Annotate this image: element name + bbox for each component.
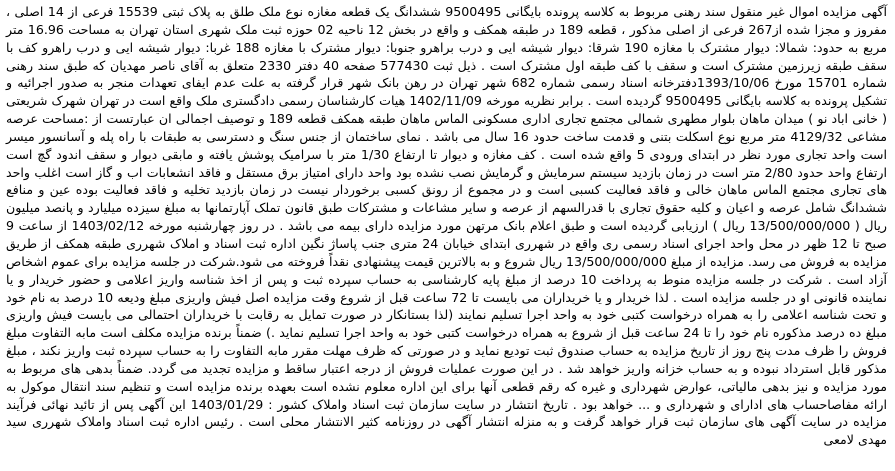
- auction-notice-text: آگهی مزایده اموال غیر منقول سند رهنی مربوط به کلاسه پرونده بایگانی 9500495 ششدانگ یک قطعه مغازه نوع ملک طلق به پلاک ثبتی 15539 فرعی از 14 اصلی ، مفروز و مجزا شده از267 فرعی از اصلی مذکور ، قطعه 189 در طبقه همکف و واقع در بخش 12 ناحیه 02 حوزه ثبت ملک شهری استان تهران به مساحت 16.96 متر مربع به حدود: شمالا: دیوار مشترک با مغازه 190 شرقا: دیوار شیشه ایی و درب براهرو جنوبا: دیوار مشترک با مغازه 188 غربا: دیوار شیشه ایی و درب راهرو کف با سقف طبقه زیرزمین مشترک است و سقف با کف طبقه اول مشترک است . ذیل ثبت 577430 صفحه 40 دفتر 2330 متعلق به آقای ناصر مهدیان که طبق سند رهنی شماره 15701 مورخ 1393/10/06دفترخانه اسناد رسمی شماره 682 شهر تهران در رهن بانک شهر قرار گرفته به علت عدم ایفای تعهدات منجر به صدور اجرائیه و تشکیل پرونده به کلاسه بایگانی 9500495 گردیده است . برابر نظریه مورخه 1402/11/09 هیات کارشناسان رسمی دادگستری ملک واقع است در تهران شهرک شریعتی ( خانی اباد نو ) میدان ماهان بلوار مطهری شمالی مجتمع تجاری اداری مسکونی الماس ماهان طبقه همکف قطعه 189 و توصیف اجمالی ان عبارتست از :مساحت عرصه مشاعی 4129/32 متر مربع نوع اسکلت بتنی و قدمت ساخت حدود 16 سال می باشد . نمای ساختمان از جنس سنگ و دسترسی به طبقات با راه پله و آسانسور میسر است واحد تجاری مورد نظر در ابتدای ورودی 5 واقع شده است . کف مغازه و دیوار تا ارتفاع 1/30 متر با سرامیک پوشش یافته و مابقی دیوار و سقف اندود گچ است ارتفاع واحد حدود 2/80 متر است در زمان بازدید سیستم سرمایش و گرمایش نصب نشده بود واحد دارای امتیاز برق مستقل و فاقد انشعابات اب و گاز است اغلب واحد های تجاری مجتمع الماس ماهان خالی و فاقد فعالیت کسبی است و در مجموع از رونق کسبی برخوردار نیست در زمان بازدید تخلیه و فاقد فعالیت بوده عین و منافع ششدانگ شامل عرصه و اعیان و کلیه حقوق تجاری با قدرالسهم از عرصه و سایر مشاعات و مشترکات طبق قانون تملک آپارتمانها به مبلغ سیزده میلیارد و پانصد میلیون ریال ( 13/500/000/000 ریال ) ارزیابی گردیده است و طبق اعلام بانک مرتهن مورد مزایده دارای بیمه می باشد . در روز چهارشنبه مورخه 1403/02/12 از ساعت 9 صبح تا 12 ظهر در محل واحد اجرای اسناد رسمی ری واقع در شهرری ابتدای خیابان 24 متری جنب پاساژ نگین اداره ثبت اسناد و املاک شهرری طبقه همکف از طریق مزایده به فروش می رسد. مزایده از مبلغ 13/500/000/000 ریال شروع و به بالاترین قیمت پیشنهادی نقداً فروخته می شود.شرکت در جلسه مزایده برای عموم اشخاص آزاد است . شرکت در جلسه مزایده منوط به پرداخت 10 درصد از مبلغ پایه کارشناسی به حساب سپرده ثبت و پس از اخذ شناسه واریز اعلامی و حضور خریدار و یا نماینده قانونی او در جلسه مزایده است . لذا خریدار و یا خریداران می بایست تا 72 ساعت قبل از شروع وقت مزایده اصل فیش واریزی مبلغ ودیعه 10 درصد به نام خود و تحت شناسه اعلامی را به همراه درخواست کتبی خود به واحد اجرا تسلیم نمایند (لذا بستانکار در صورت تمایل به رقابت با خریداران احتمالی می بایست فیش واریزی مبلغ ده درصد مذکوره نام خود را تا 24 ساعت قبل از شروع به همراه درخواست کتبی خود به واحد اجرا تسلیم نماید .) ضمناً برنده مزایده مکلف است مابه التفاوت مبلغ فروش را ظرف مدت پنج روز از تاریخ مزایده به حساب صندوق ثبت تودیع نماید و در صورتی که ظرف مهلت مقرر مابه التفاوت را به حساب سپرده ثبت واریز نکند ، مبلغ مذکور قابل استرداد نبوده و به حساب خزانه واریز خواهد شد . در این صورت عملیات فروش از درجه اعتبار ساقط و مزایده تجدید می گردد. ضمناً بدهی های مربوط به مورد مزایده و نیز بدهی مالیاتی، عوارض شهرداری و غیره که رقم قطعی آنها برای این اداره معلوم نشده است بعهده برنده مزایده است و تنظیم سند انتقال موکول به ارائه مفاصاحساب های ادارای و شهرداری و ... خواهد بود . تاریخ انتشار در سایت سازمان ثبت اسناد واملاک کشور : 1403/01/29 این آگهی پس از تائید نهائی فرآیند مزایده در سایت آگهی های سازمان ثبت قرار خواهد گرفت و به منزله انتشار آگهی در روزنامه کثیر الانتشار محلی است . رئیس اداره ثبت اسناد واملاک شهرری سید مهدی لامعی: [6, 4, 888, 448]
